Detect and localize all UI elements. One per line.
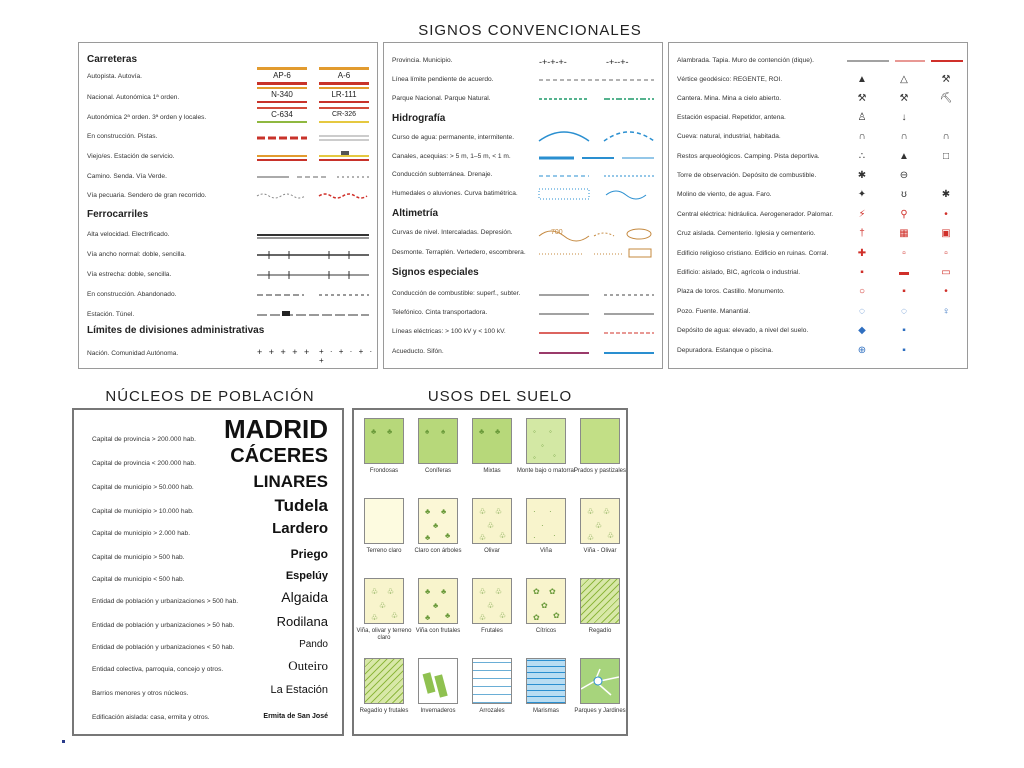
legend-row: Conducción de combustible: superf., subter. [392, 290, 521, 297]
population-example-name: Algaida [281, 589, 328, 605]
population-example-name: La Estación [270, 684, 328, 696]
population-example-name: CÁCERES [230, 445, 328, 467]
legend-row: Nacional. Autonómica 1ª orden. [87, 94, 180, 101]
legend-row: Edificio religioso cristiano. Edificio en ruinas. Corral. [677, 250, 829, 257]
bullet-marker [62, 740, 65, 743]
land-use-swatch: · · · · · [526, 498, 566, 544]
land-use-swatch [472, 658, 512, 704]
map-symbol-icon: • [944, 286, 948, 297]
land-use-swatch: ♣ ♣ [364, 418, 404, 464]
map-symbol-icon: ▪ [902, 325, 906, 336]
population-label: Entidad de población y urbanizaciones > 500 hab. [92, 598, 239, 605]
land-use-swatch: ♧ ♧ ♧ ♧ ♧ [472, 498, 512, 544]
map-symbol-icon: ▪ [860, 267, 864, 278]
land-use-label: Olivar [484, 548, 500, 554]
map-symbol-icon: ∴ [858, 151, 866, 162]
legend-row: Depósito de agua: elevado, a nivel del suelo. [677, 327, 809, 334]
legend-row: Curvas de nivel. Intercaladas. Depresión. [392, 229, 513, 236]
hydro-symbols [384, 43, 664, 370]
road-symbol-lr111: LR-111 [319, 87, 369, 103]
svg-text:-+-+-+-: -+-+-+- [539, 57, 567, 67]
map-symbol-icon: ▫ [944, 248, 948, 259]
population-example-name: MADRID [224, 414, 328, 444]
legend-row: Depuradora. Estanque o piscina. [677, 347, 774, 354]
legend-row: Vértice geodésico: REGENTE, ROI. [677, 76, 783, 83]
legend-row: Desmonte. Terraplén. Vertedero, escombrera. [392, 249, 526, 256]
land-use-swatch: ♣ ♣ [472, 418, 512, 464]
legend-row: Nación. Comunidad Autónoma. [87, 350, 179, 357]
land-use-label: Parques y Jardines [574, 708, 626, 714]
panel-signos-especiales [668, 42, 968, 369]
population-label: Entidad de población y urbanizaciones > 50 hab. [92, 622, 235, 629]
land-use-label: Coníferas [424, 468, 451, 474]
map-symbol-icon: ▫ [902, 248, 906, 259]
signos-title: SIGNOS CONVENCIONALES [418, 22, 642, 39]
land-use-label: Viña [540, 548, 552, 554]
section-hidrografia: Hidrografía [392, 113, 446, 124]
section-carreteras: Carreteras [87, 54, 138, 65]
legend-row: Cueva: natural, industrial, habitada. [677, 133, 781, 140]
panel-carreteras [78, 42, 378, 369]
map-symbol-icon: ⊕ [857, 345, 867, 356]
map-symbol-icon: ∩ [858, 131, 866, 142]
map-symbol-icon: ▲ [899, 151, 909, 162]
road-symbol-a6: A-6 [319, 67, 369, 85]
legend-row: Plaza de toros. Castillo. Monumento. [677, 288, 785, 295]
map-symbol-icon: ▲ [857, 74, 867, 85]
population-example-name: Tudela [274, 496, 328, 515]
map-symbol-icon: ∩ [942, 131, 950, 142]
legend-row: Líneas eléctricas: > 100 kV y < 100 kV. [392, 328, 506, 335]
legend-row: Molino de viento, de agua. Faro. [677, 191, 772, 198]
map-symbol-icon: ◆ [858, 325, 866, 336]
map-symbol-icon: ♀ [942, 306, 950, 317]
panel-hidrografia [383, 42, 663, 369]
legend-row: Conducción subterránea. Drenaje. [392, 171, 493, 178]
map-symbol-icon: ◌ [901, 306, 907, 317]
nucleos-title: NÚCLEOS DE POBLACIÓN [105, 388, 315, 405]
legend-row: Humedales o aluviones. Curva batimétrica. [392, 190, 518, 197]
population-example-name: Outeiro [288, 658, 328, 673]
map-symbol-icon: ▦ [899, 228, 909, 239]
map-symbol-icon: □ [942, 151, 950, 162]
population-label: Entidad de población y urbanizaciones < 50 hab. [92, 644, 235, 651]
population-label: Capital de municipio > 500 hab. [92, 554, 185, 561]
land-use-swatch: ♧ ♧ ♧ ♧ ♧ [364, 578, 404, 624]
land-use-swatch [526, 658, 566, 704]
population-example-name: Lardero [272, 520, 328, 537]
map-symbol-icon: △ [900, 74, 908, 85]
map-symbol-icon: ✚ [857, 248, 867, 259]
legend-row: Vía ancho normal: doble, sencilla. [87, 251, 186, 258]
population-example-name: Pando [299, 639, 328, 650]
legend-row: Edificio: aislado, BIC, agrícola o industrial. [677, 269, 801, 276]
population-label: Capital de provincia < 200.000 hab. [92, 460, 196, 467]
legend-row: Provincia. Municipio. [392, 57, 453, 64]
land-use-label: Viña con frutales [415, 628, 461, 634]
population-label: Edificación aislada: casa, ermita y otros. [92, 714, 210, 721]
road-symbol-n340: N-340 [257, 87, 307, 103]
land-use-swatch: ✿ ✿ ✿ ✿ ✿ [526, 578, 566, 624]
land-use-swatch [418, 658, 458, 704]
legend-row: Cruz aislada. Cementerio. Iglesia y cementerio. [677, 230, 816, 237]
section-limites: Límites de divisiones administrativas [87, 325, 265, 336]
population-label: Entidad colectiva, parroquia, concejo y otros. [92, 666, 224, 673]
map-symbol-icon: ʊ [901, 189, 907, 200]
population-example-name: Espelúy [285, 570, 328, 582]
legend-row: Restos arqueológicos. Camping. Pista deportiva. [677, 153, 820, 160]
population-example-name: LINARES [253, 472, 328, 491]
land-use-label: Monte bajo o matorral [516, 468, 576, 474]
map-symbol-icon: ⚒ [941, 74, 951, 85]
contour-value: 700 [551, 229, 563, 236]
legend-row: Cantera. Mina. Mina a cielo abierto. [677, 95, 782, 102]
road-symbol-c634: C-634 [257, 107, 307, 123]
fence-symbols [669, 53, 969, 83]
legend-row: Pozo. Fuente. Manantial. [677, 308, 751, 315]
population-label: Capital de municipio > 2.000 hab. [92, 530, 191, 537]
section-especiales: Signos especiales [392, 267, 479, 278]
land-use-label: Cítricos [535, 628, 557, 634]
legend-row: Línea límite pendiente de acuerdo. [392, 76, 494, 83]
population-example-name: Rodilana [276, 614, 328, 629]
map-symbol-icon: ✱ [857, 170, 867, 181]
map-symbol-icon: ⊖ [899, 170, 909, 181]
legend-row: Vía estrecha: doble, sencilla. [87, 271, 172, 278]
legend-row: Torre de observación. Depósito de combustible. [677, 172, 817, 179]
land-use-label: Prados y pastizales [573, 468, 627, 474]
land-use-swatch [364, 658, 404, 704]
legend-row: Parque Nacional. Parque Natural. [392, 95, 491, 102]
land-use-label: Mixtas [483, 468, 501, 474]
map-symbol-icon: ⚒ [899, 93, 909, 104]
map-symbol-icon: ⚡ [858, 209, 866, 220]
land-use-swatch: ♧ ♧ ♧ ♧ ♧ [472, 578, 512, 624]
legend-row: Autonómica 2ª orden. 3ª orden y locales. [87, 114, 207, 121]
legend-row: Central eléctrica: hidráulica. Aerogenerador. Palomar. [677, 211, 834, 218]
legend-row: Canales, acequias: > 5 m, 1–5 m, < 1 m. [392, 153, 511, 160]
legend-row: Viejo/es. Estación de servicio. [87, 153, 175, 160]
map-symbol-icon: ✱ [941, 189, 951, 200]
land-use-label: Arrozales [479, 708, 505, 714]
land-use-swatch [580, 578, 620, 624]
legend-row: Alambrada. Tapia. Muro de contención (dique). [677, 57, 814, 64]
land-use-label: Invernaderos [420, 708, 456, 714]
legend-row: Estación. Túnel. [87, 311, 135, 318]
panel-nucleos [72, 408, 344, 736]
land-use-swatch [364, 498, 404, 544]
map-symbol-icon: ∩ [900, 131, 908, 142]
population-example-name: Priego [290, 547, 328, 561]
land-use-swatch [580, 418, 620, 464]
land-use-label: Viña - Olivar [583, 548, 617, 554]
border-symbol-nacion: + + + + + [257, 347, 312, 357]
map-symbol-icon: ◌ [859, 306, 865, 317]
land-use-label: Marismas [532, 708, 559, 714]
land-use-label: Terreno claro [366, 548, 402, 554]
svg-text:-+--+-: -+--+- [606, 57, 629, 67]
panel-usos [352, 408, 628, 736]
population-label: Capital de provincia > 200.000 hab. [92, 436, 196, 443]
land-use-swatch: ◦ ◦ ◦ ◦ ◦ [526, 418, 566, 464]
legend-row: Telefónico. Cinta transportadora. [392, 309, 488, 316]
legend-row: Camino. Senda. Vía Verde. [87, 173, 167, 180]
land-use-label: Frondosas [369, 468, 399, 474]
land-use-swatch: ♣ ♣ ♣ ♣ ♣ [418, 498, 458, 544]
map-symbol-icon: ↓ [901, 112, 907, 123]
map-symbol-icon: ⚲ [900, 209, 908, 220]
usos-title: USOS DEL SUELO [427, 388, 573, 405]
population-label: Capital de municipio > 10.000 hab. [92, 508, 194, 515]
map-symbol-icon: ✦ [857, 189, 867, 200]
legend-row: Vía pecuaria. Sendero de gran recorrido. [87, 192, 207, 199]
land-use-swatch [580, 658, 620, 704]
land-use-swatch: ♧ ♧ ♧ ♧ ♧ [580, 498, 620, 544]
map-symbol-icon: ▪ [902, 286, 906, 297]
legend-row: Alta velocidad. Electrificado. [87, 231, 170, 238]
map-symbol-icon: ▪ [902, 345, 906, 356]
land-use-label: Regadío y frutales [359, 708, 409, 714]
legend-row: Acueducto. Sifón. [392, 348, 444, 355]
legend-row: En construcción. Abandonado. [87, 291, 177, 298]
population-label: Capital de municipio < 500 hab. [92, 576, 185, 583]
map-symbol-icon: ○ [858, 286, 866, 297]
map-symbol-icon: ⚒ [857, 93, 867, 104]
land-use-swatch: ♣ ♣ ♣ ♣ ♣ [418, 578, 458, 624]
map-symbol-icon: • [944, 209, 948, 220]
legend-row: Estación espacial. Repetidor, antena. [677, 114, 786, 121]
map-symbol-icon: ▣ [941, 228, 951, 239]
land-use-label: Viña, olivar y terreno claro [356, 628, 412, 641]
map-symbol-icon: ⛏ [939, 93, 953, 104]
section-altimetria: Altimetría [392, 208, 439, 219]
map-symbol-icon: † [859, 228, 865, 239]
road-line-symbols [79, 43, 379, 370]
map-symbol-icon: ▭ [941, 267, 951, 278]
population-label: Barrios menores y otros núcleos. [92, 690, 189, 697]
land-use-label: Frutales [481, 628, 503, 634]
map-symbol-icon: ♙ [857, 112, 867, 123]
land-use-label: Regadío [588, 628, 612, 634]
land-use-label: Claro con árboles [414, 548, 462, 554]
section-ferrocarriles: Ferrocarriles [87, 209, 149, 220]
land-use-swatch: ♠ ♠ [418, 418, 458, 464]
map-symbol-icon: ▬ [899, 267, 909, 278]
road-symbol-cr326: CR-326 [319, 107, 369, 123]
population-example-name: Ermita de San José [263, 713, 328, 720]
legend-row: En construcción. Pistas. [87, 133, 158, 140]
border-symbol-comunidad: + · + · + · + [319, 347, 375, 365]
legend-row: Autopista. Autovía. [87, 73, 142, 80]
population-label: Capital de municipio > 50.000 hab. [92, 484, 194, 491]
legend-row: Curso de agua: permanente, intermitente. [392, 134, 515, 141]
road-symbol-ap6: AP-6 [257, 67, 307, 85]
